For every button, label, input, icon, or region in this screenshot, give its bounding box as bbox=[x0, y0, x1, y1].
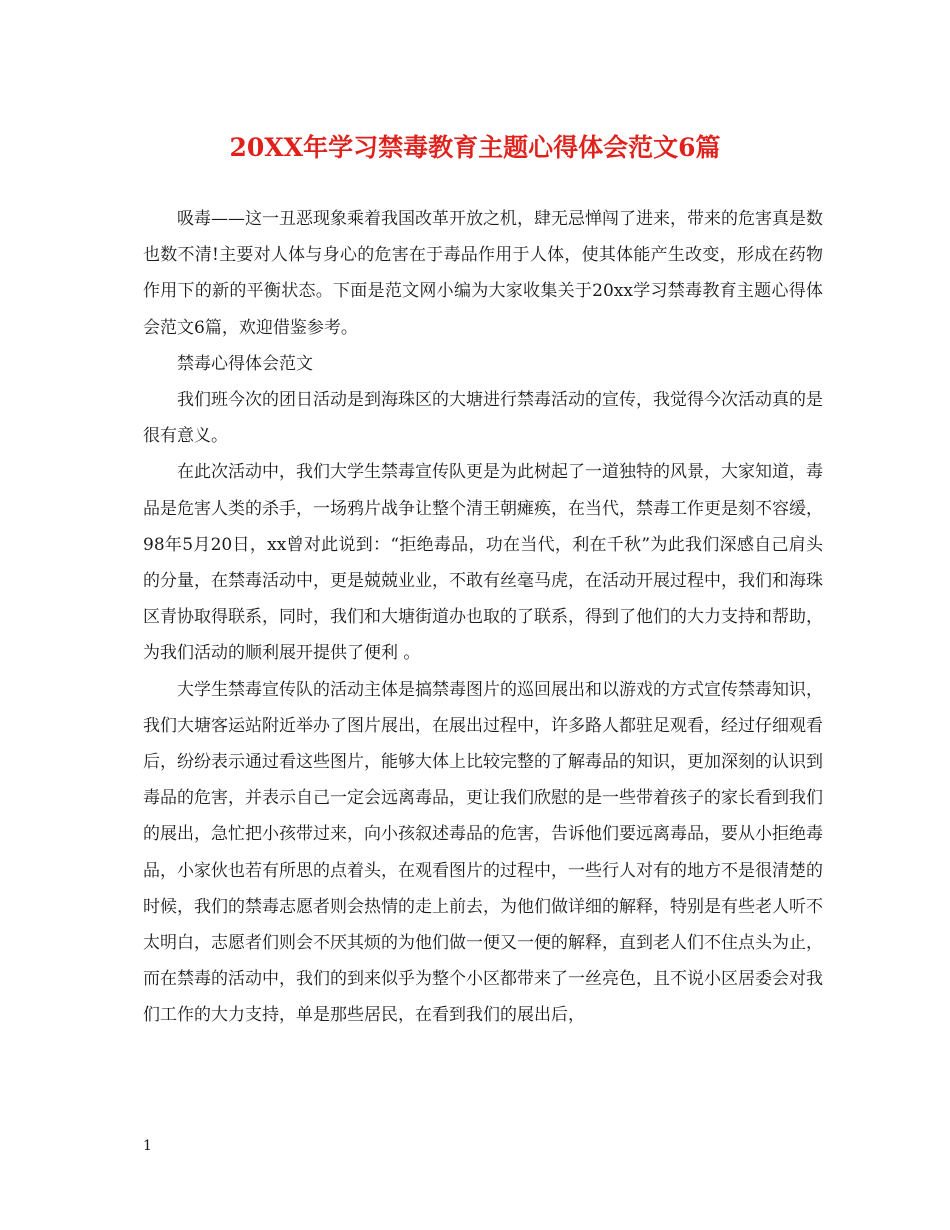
document-body bbox=[143, 201, 823, 1034]
body-paragraph: 大学生禁毒宣传队的活动主体是搞禁毒图片的巡回展出和以游戏的方式宣传禁毒知识，我们大塘客运站附近举办了图片展出，在展出过程中，许多路人都驻足观看，经过仔细观看后，纷纷表示通过看这些图片，能够大体上比较完整的了解毒品的知识，更加深刻的认识到毒品的危害，并表示自己一定会远离毒品，更让我们欣慰的是一些带着孩子的家长看到我们的展出，急忙把小孩带过来，向小孩叙述毒品的危害，告诉他们要远离毒品，要从小拒绝毒品，小家伙也若有所思的点着头，在观看图片的过程中，一些行人对有的地方不是很清楚的时候，我们的禁毒志愿者则会热情的走上前去，为他们做详细的解释，特别是有些老人听不太明白，志愿者们则会不厌其烦的为他们做一便又一便的解释，直到老人们不住点头为止，而在禁毒的活动中，我们的到来似乎为整个小区都带来了一丝亮色，且不说小区居委会对我们工作的大力支持，单是那些居民，在看到我们的展出后， bbox=[143, 679, 823, 1026]
section-heading: 禁毒心得体会范文 bbox=[177, 353, 313, 374]
page-number: 1 bbox=[143, 1138, 152, 1154]
intro-paragraph: 吸毒——这一丑恶现象乘着我国改革开放之机，肆无忌惮闯了进来，带来的危害真是数也数不清!主要对人体与身心的危害在于毒品作用于人体，使其体能产生改变，形成在药物作用下的新的平衡状态。下面是范文网小编为大家收集关于20xx学习禁毒教育主题心得体会范文6篇，欢迎借鉴参考。 bbox=[143, 209, 823, 338]
document-title: 20XX年学习禁毒教育主题心得体会范文6篇 bbox=[229, 133, 721, 162]
body-paragraph: 我们班今次的团日活动是到海珠区的大塘进行禁毒活动的宣传，我觉得今次活动真的是很有意义。 bbox=[143, 390, 823, 447]
body-paragraph: 在此次活动中，我们大学生禁毒宣传队更是为此树起了一道独特的风景，大家知道，毒品是危害人类的杀手，一场鸦片战争让整个清王朝瘫痪，在当代，禁毒工作更是刻不容缓，98年5月20日，xx曾对此说到：“拒绝毒品，功在当代，利在千秋”为此我们深感自己肩头的分量，在禁毒活动中，更是兢兢业业，不敢有丝毫马虎，在活动开展过程中，我们和海珠区青协取得联系，同时，我们和大塘街道办也取的了联系，得到了他们的大力支持和帮助，为我们活动的顺利展开提供了便利 。 bbox=[143, 462, 823, 664]
